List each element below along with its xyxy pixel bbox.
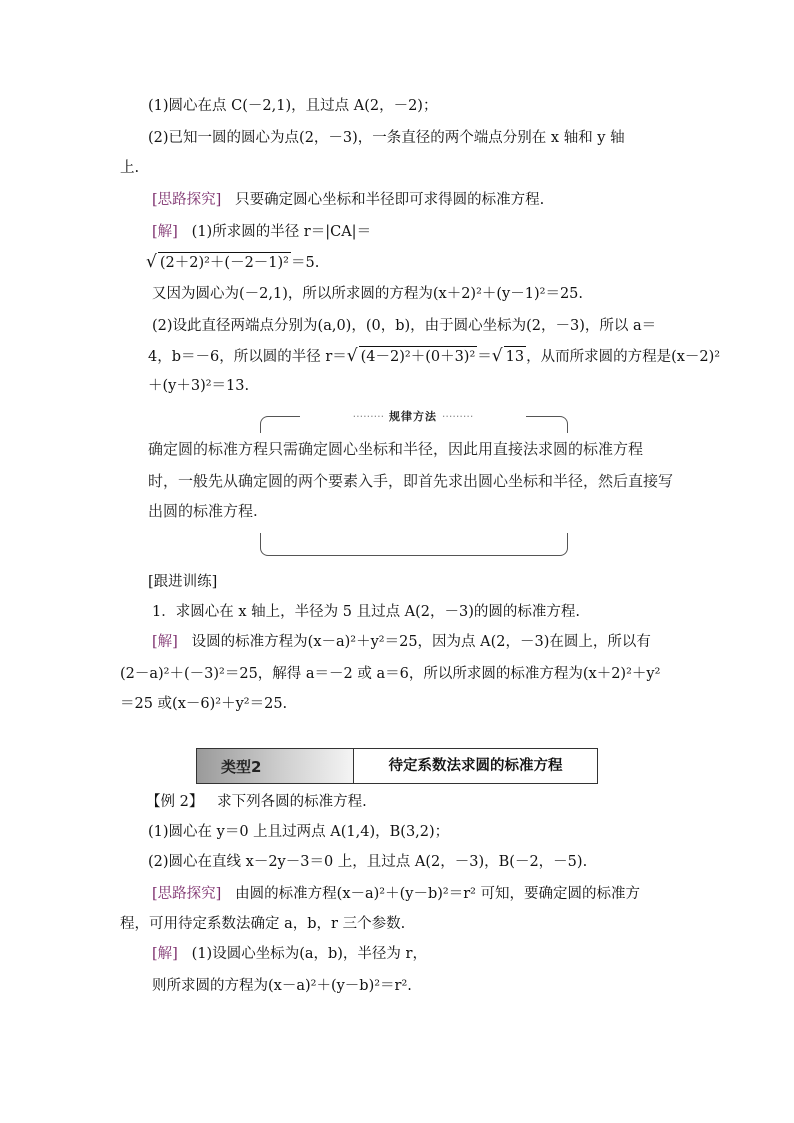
equals: ＝ [477, 349, 492, 365]
think-tag: [思路探究] [152, 192, 222, 208]
training-solution-line1 [152, 632, 651, 652]
method-box-title [300, 408, 526, 424]
radicand: (2＋2)²＋(－2－1)² [158, 252, 291, 273]
think-text: 只要确定圆心坐标和半径即可求得圆的标准方程. [235, 192, 545, 208]
example1-item2-line1: (2)已知一圆的圆心为点(2，－3)，一条直径的两个端点分别在 x 轴和 y 轴 [148, 130, 625, 146]
method-line2: 时，一般先从确定圆的两个要素入手，即首先求出圆心坐标和半径，然后直接写 [148, 472, 674, 490]
method-title-dots-left: ········· [352, 410, 385, 423]
example2-think-line1 [152, 884, 640, 904]
example1-item2-line2: 上. [120, 160, 140, 176]
training-solution-text: 设圆的标准方程为(x－a)²＋y²＝25，因为点 A(2，－3)在圆上，所以有 [191, 634, 651, 650]
example2-solution-line2: 则所求圆的方程为(x－a)²＋(y－b)²＝r². [152, 978, 412, 994]
example2-think-tag: [思路探究] [152, 886, 222, 902]
solution1-line1 [152, 222, 371, 242]
method-title-dots-right: ········· [441, 410, 474, 423]
example2-item2: (2)圆心在直线 x－2y－3＝0 上，且过点 A(2，－3)，B(－2，－5). [148, 854, 588, 870]
solution1-center-line: 又因为圆心为(－2,1)，所以所求圆的方程为(x＋2)²＋(y－1)²＝25. [152, 286, 584, 302]
example2-solution-line1 [152, 944, 427, 964]
solution1-sqrt-line [146, 252, 319, 273]
sqrt-result: ＝5. [291, 255, 320, 271]
example1-item1: (1)圆心在点 C(－2,1)，且过点 A(2，－2)； [148, 98, 438, 114]
example2-item1: (1)圆心在 y＝0 上且过两点 A(1,4)，B(3,2)； [148, 824, 450, 840]
training-solution-line3: ＝25 或(x－6)²＋y²＝25. [120, 696, 288, 712]
radicand: 13 [504, 346, 526, 367]
type2-label-cell [197, 749, 354, 783]
radical-sign: √ [146, 252, 157, 272]
method-box-bottom [260, 533, 568, 556]
example2-prompt: 求下列各圆的标准方程. [217, 794, 367, 810]
training-tag: [跟进训练] [148, 574, 218, 590]
solution2-line1: (2)设此直径两端点分别为(a,0)，(0，b)，由于圆心坐标为(2，－3)，所以 a＝ [152, 318, 657, 334]
method-line1: 确定圆的标准方程只需确定圆心坐标和半径，因此用直接法求圆的标准方程 [148, 440, 644, 458]
solution2-line2 [148, 346, 720, 367]
solution2-post: ，从而所求圆的方程是(x－2)² [526, 349, 721, 365]
radical-sign: √ [491, 346, 503, 366]
solution1-text: (1)所求圆的半径 r＝|CA|＝ [191, 224, 372, 240]
solution2-pre: 4，b＝－6，所以圆的半径 r＝ [148, 349, 347, 365]
example2-think-line2: 程，可用待定系数法确定 a，b，r 三个参数. [120, 916, 406, 932]
example2-solution-text: (1)设圆心坐标为(a，b)，半径为 r， [191, 946, 427, 962]
method-line3: 出圆的标准方程. [148, 502, 258, 520]
method-title-text: 规律方法 [389, 410, 437, 423]
radicand: (4－2)²＋(0＋3)² [359, 346, 478, 367]
training-question: 1．求圆心在 x 轴上，半径为 5 且过点 A(2，－3)的圆的标准方程. [152, 604, 581, 620]
example2-think-text: 由圆的标准方程(x－a)²＋(y－b)²＝r² 可知，要确定圆的标准方 [235, 886, 641, 902]
example2-header [146, 792, 367, 812]
solution2-line3: ＋(y＋3)²＝13. [148, 378, 250, 394]
type2-label: 类型2 [221, 758, 262, 776]
training-solution-tag: [解] [152, 634, 178, 650]
solution-tag: [解] [152, 224, 178, 240]
example2-solution-tag: [解] [152, 946, 178, 962]
type2-header [196, 748, 598, 784]
radical-sign: √ [346, 346, 358, 366]
example2-tag: 【例 2】 [146, 794, 204, 810]
think-line [152, 190, 544, 210]
training-solution-line2: (2－a)²＋(－3)²＝25，解得 a＝－2 或 a＝6，所以所求圆的标准方程为(x＋2)²＋y² [120, 666, 661, 682]
type2-title: 待定系数法求圆的标准方程 [388, 758, 563, 774]
